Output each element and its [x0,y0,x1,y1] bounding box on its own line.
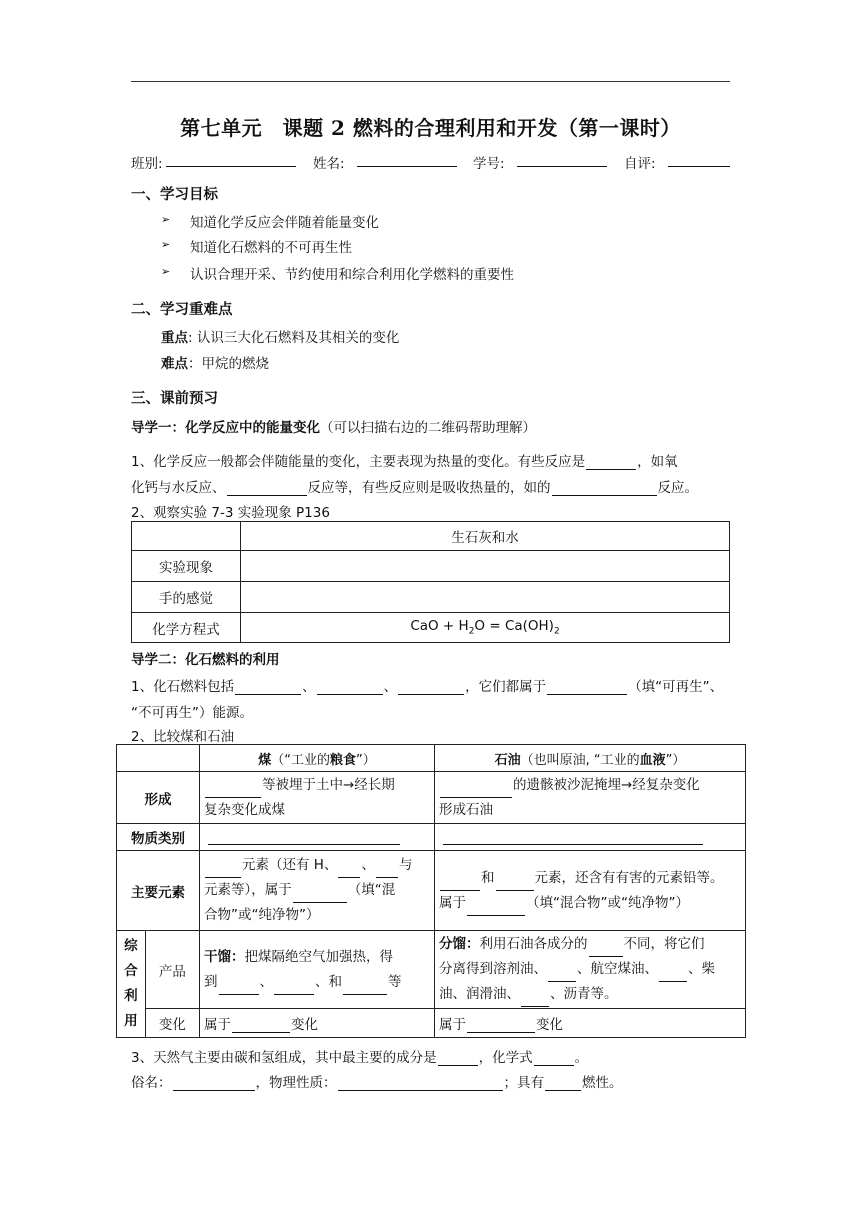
formation-oil-cell: 的遗骸被沙泥掩埋→经复杂变化 形成石油 [435,772,746,824]
section-heading: 二、学习重难点 [131,302,233,318]
eval-field[interactable] [668,152,730,167]
answer-blank[interactable] [338,863,360,878]
objective-item: 知道化石燃料的不可再生性 [190,240,352,256]
row-label: 变化 [145,1009,199,1038]
answer-blank[interactable] [205,783,261,798]
answer-blank[interactable] [398,680,464,695]
answer-blank[interactable] [545,1076,581,1091]
answer-blank[interactable] [205,863,241,878]
page-title: 第七单元 课题 2 燃料的合理利用和开发（第一课时） [180,116,681,140]
guide-two: 导学二：化石燃料的利用 [131,652,280,668]
type-coal-cell [200,824,435,851]
section-heading: 一、学习目标 [131,187,218,203]
row-label: 实验现象 [132,551,241,582]
elements-coal-cell: 元素（还有 H、 、 与 元素等），属于 （填“混 合物”或“纯净物”） [200,851,435,931]
section-heading: 三、课前预习 [131,391,218,407]
change-coal-cell: 属于 变化 [200,1009,435,1038]
answer-cell[interactable] [241,582,730,613]
answer-blank[interactable] [548,967,576,982]
products-coal-cell: 干馏：把煤隔绝空气加强热，得 到 、 、和 等 [200,931,435,1009]
eval-label: 自评: [624,156,656,172]
class-field[interactable] [166,152,296,167]
experiment-table [131,521,730,643]
answer-blank[interactable] [467,901,525,916]
change-oil-cell: 属于 变化 [435,1009,746,1038]
answer-blank[interactable] [338,1076,503,1091]
type-oil-cell [435,824,746,851]
answer-blank[interactable] [219,980,259,995]
row-label: 形成 [117,772,200,824]
answer-blank[interactable] [232,1018,290,1033]
answer-blank[interactable] [208,830,400,845]
answer-blank[interactable] [274,980,314,995]
use-row-label: 综 合 利 用 [117,931,146,1038]
answer-blank[interactable] [440,783,512,798]
answer-blank[interactable] [317,680,383,695]
answer-blank[interactable] [376,863,398,878]
question-1-line2: 化钙与水反应、 反应等，有些反应则是吸收热量的，如的 反应。 [131,480,698,496]
answer-cell[interactable] [241,551,730,582]
question-4: 2、比较煤和石油 [131,729,235,745]
answer-blank[interactable] [343,980,387,995]
answer-blank[interactable] [443,830,703,845]
row-label: 物质类别 [117,824,200,851]
answer-blank[interactable] [534,1051,574,1066]
guide-one: 导学一：化学反应中的能量变化（可以扫描右边的二维码帮助理解） [131,420,536,436]
answer-blank[interactable] [440,876,480,891]
name-field[interactable] [357,152,457,167]
question-5-line1: 3、天然气主要由碳和氢组成，其中最主要的成分是 ，化学式 。 [131,1050,589,1066]
id-field[interactable] [517,152,607,167]
objective-item: 知道化学反应会伴随着能量变化 [190,215,379,231]
answer-blank[interactable] [235,680,301,695]
answer-blank[interactable] [438,1051,478,1066]
arrow-bullet-icon: ➢ [161,238,171,251]
arrow-bullet-icon: ➢ [161,213,171,226]
table-header: 生石灰和水 [241,522,730,551]
formation-coal-cell: 等被埋于土中→经长期 复杂变化成煤 [200,772,435,824]
answer-blank[interactable] [552,481,657,496]
answer-blank[interactable] [227,481,307,496]
products-oil-cell: 分馏：利用石油各成分的 不同，将它们 分离得到溶剂油、 、航空煤油、 、柴 油、润滑油、 、沥青等。 [435,931,746,1009]
question-5-line2: 俗名： ，物理性质： ；具有 燃性。 [131,1075,623,1091]
equation-cell: CaO + $H_2O = Ca(OH)_2$ [241,613,730,643]
name-label: 姓名: [313,156,345,172]
id-label: 学号: [473,156,505,172]
oil-header: 石油（也叫原油, “工业的血液”） [435,745,746,772]
answer-blank[interactable] [547,680,627,695]
question-3-line1: 1、化石燃料包括 、 、 ，它们都属于 （填“可再生”、 [131,679,724,695]
answer-blank[interactable] [589,942,623,957]
row-label: 化学方程式 [132,613,241,643]
elements-oil-cell: 和 元素，还含有有害的元素铅等。 属于 （填“混合物”或“纯净物”） [435,851,746,931]
row-label: 主要元素 [117,851,200,931]
answer-blank[interactable] [496,876,534,891]
answer-blank[interactable] [467,1018,535,1033]
question-3-line2: “不可再生”）能源。 [131,705,253,721]
objective-item: 认识合理开采、节约使用和综合利用化学燃料的重要性 [190,267,514,283]
answer-blank[interactable] [173,1076,255,1091]
row-label: 产品 [145,931,199,1009]
arrow-bullet-icon: ➢ [161,265,171,278]
answer-blank[interactable] [293,888,347,903]
difficult-point: 难点：甲烷的燃烧 [161,356,269,372]
answer-blank[interactable] [659,967,687,982]
key-point: 重点: 认识三大化石燃料及其相关的变化 [161,330,400,346]
top-rule [131,81,730,82]
question-2: 2、观察实验 7-3 实验现象 P136 [131,505,330,521]
answer-blank[interactable] [586,455,636,470]
row-label: 手的感觉 [132,582,241,613]
coal-header: 煤（“工业的粮食”） [200,745,435,772]
answer-blank[interactable] [521,992,549,1007]
question-1-line1: 1、化学反应一般都会伴随能量的变化，主要表现为热量的变化。有些反应是 ，如氧 [131,454,678,470]
coal-oil-table [116,744,746,1038]
class-label: 班别: [131,156,163,172]
